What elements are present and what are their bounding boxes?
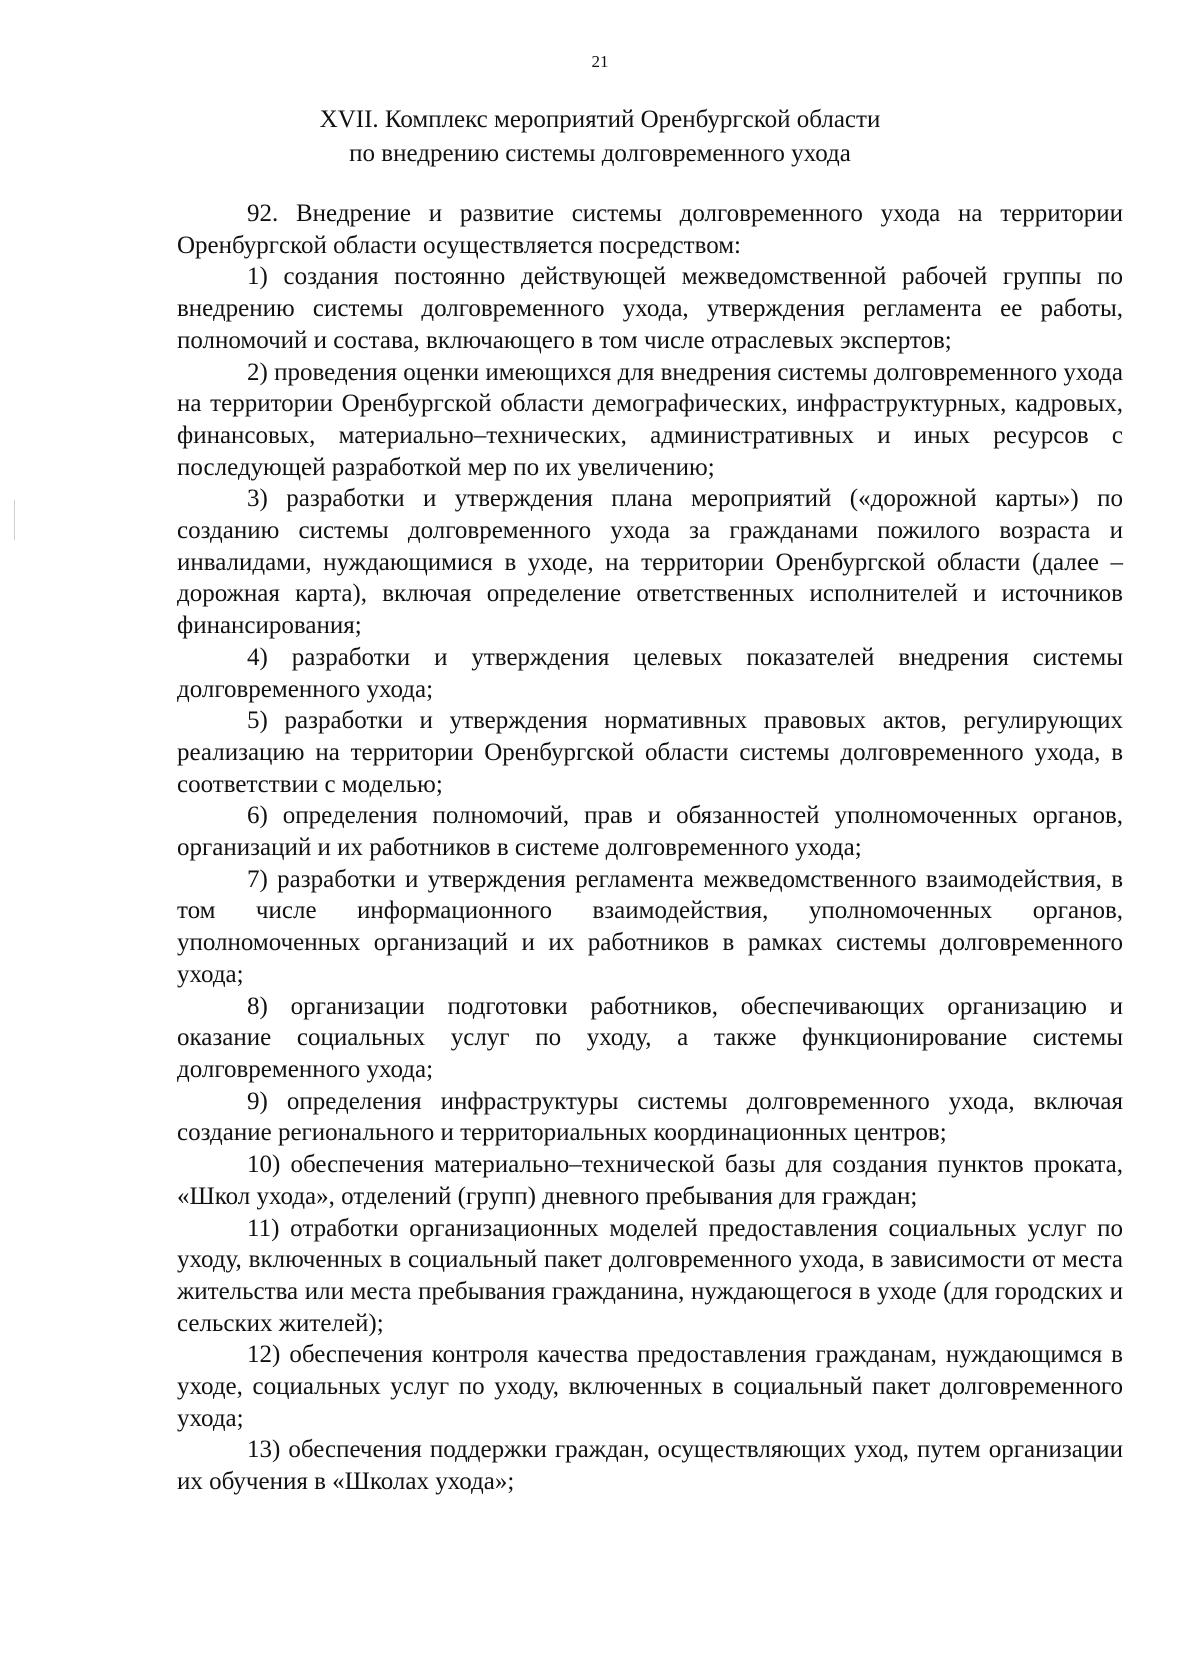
list-item-12: 12) обеспечения контроля качества предоставления гражданам, нуждающимся в уходе, социальных услуг по уходу, включенных в социальный пакет долговременного ухода; bbox=[177, 1341, 1123, 1432]
scan-margin-mark bbox=[14, 500, 15, 540]
paragraph-92: 92. Внедрение и развитие системы долговременного ухода на территории Оренбургской области осуществляется посредством: bbox=[177, 200, 1123, 259]
section-title bbox=[0, 103, 1200, 171]
list-item-13: 13) обеспечения поддержки граждан, осуществляющих уход, путем организации их обучения в «Школах ухода»; bbox=[177, 1436, 1123, 1496]
section-title-line-1: XVII. Комплекс мероприятий Оренбургской области bbox=[319, 106, 881, 133]
list-item-8: 8) организации подготовки работников, обеспечивающих организацию и оказание социальных услуг по уходу, а также функционирование системы долговременного ухода; bbox=[177, 992, 1123, 1083]
list-item-9: 9) определения инфраструктуры системы долговременного ухода, включая создание регионального и территориальных координационных центров; bbox=[177, 1087, 1123, 1147]
list-item-11: 11) отработки организационных моделей предоставления социальных услуг по уходу, включенных в социальный пакет долговременного ухода, в зависимости от места жительства или места пребывания гражданина, нуждающегося в уходе (для городских и сельских жителей); bbox=[177, 1214, 1123, 1337]
body-text bbox=[177, 198, 1123, 1498]
section-title-line-2: по внедрению системы долговременного ухода bbox=[349, 140, 851, 167]
list-item-1: 1) создания постоянно действующей межведомственной рабочей группы по внедрению системы долговременного ухода, утверждения регламента ее работы, полномочий и состава, включающего в том числе отраслевых экспертов; bbox=[177, 263, 1123, 354]
list-item-2: 2) проведения оценки имеющихся для внедрения системы долговременного ухода на территории Оренбургской области демографических, инфраструктурных, кадровых, финансовых, материально–технических, административных и иных ресурсов с последующей разработкой мер по их увеличению; bbox=[177, 358, 1123, 481]
list-item-7: 7) разработки и утверждения регламента межведомственного взаимодействия, в том числе информационного взаимодействия, уполномоченных органов, уполномоченных организаций и их работников в рамках системы долговременного ухода; bbox=[177, 865, 1123, 988]
list-item-6: 6) определения полномочий, прав и обязанностей уполномоченных органов, организаций и их работников в системе долговременного ухода; bbox=[177, 802, 1123, 862]
list-item-4: 4) разработки и утверждения целевых показателей внедрения системы долговременного ухода; bbox=[177, 643, 1123, 703]
page-number: 21 bbox=[591, 52, 609, 71]
list-item-10: 10) обеспечения материально–технической базы для создания пунктов проката, «Школ ухода», отделений (групп) дневного пребывания для граждан; bbox=[177, 1151, 1123, 1210]
list-item-3: 3) разработки и утверждения плана мероприятий («дорожной карты») по созданию системы долговременного ухода за гражданами пожилого возраста и инвалидами, нуждающимися в уходе, на территории Оренбургской области (далее – дорожная карта), включая определение ответственных исполнителей и источников финансирования; bbox=[177, 485, 1123, 640]
list-item-5: 5) разработки и утверждения нормативных правовых актов, регулирующих реализацию на территории Оренбургской области системы долговременного ухода, в соответствии с моделью; bbox=[177, 707, 1123, 798]
